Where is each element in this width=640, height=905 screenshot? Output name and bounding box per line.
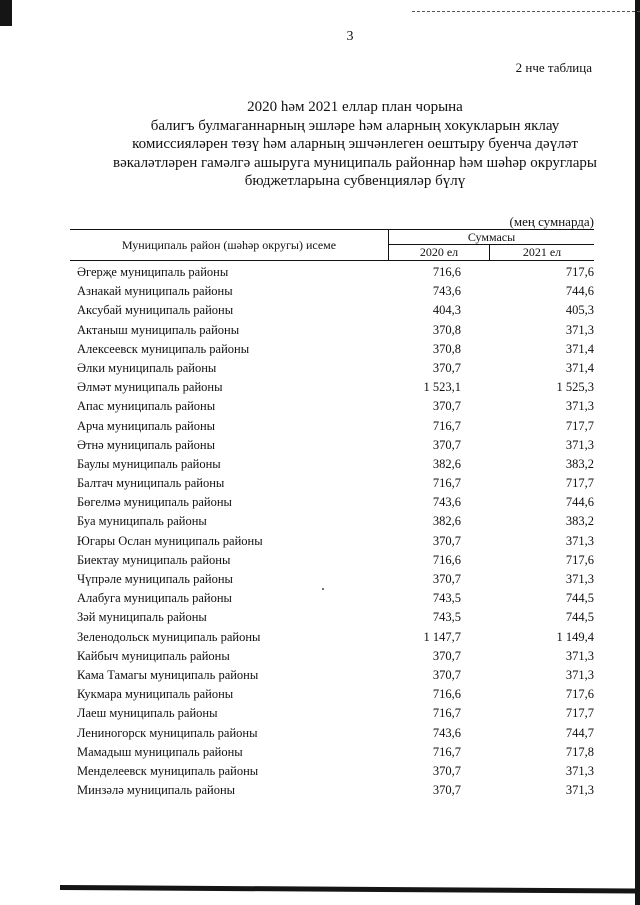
amount-2020: 716,7 <box>432 418 461 433</box>
amount-2021: 717,7 <box>565 476 594 491</box>
amount-2021: 371,3 <box>565 783 594 798</box>
amount-2020: 370,7 <box>432 360 461 375</box>
title-line: бюджетларына субвенцияләр бүлү <box>244 173 466 190</box>
table-row <box>70 532 594 551</box>
table-row <box>70 321 594 340</box>
table-row <box>70 512 594 531</box>
table-row <box>70 417 594 436</box>
amount-2021: 744,5 <box>565 610 594 625</box>
table-row <box>70 647 594 666</box>
table-row <box>70 704 594 723</box>
header-amount-group: Суммасы <box>389 230 594 245</box>
table-row <box>70 263 594 282</box>
amount-2021: 371,3 <box>565 648 594 663</box>
table-row <box>70 359 594 378</box>
table-row <box>70 397 594 416</box>
table-row <box>70 282 594 301</box>
municipality-name: Арча муниципаль районы <box>77 418 216 433</box>
amount-2020: 743,6 <box>432 284 461 299</box>
amount-2021: 371,4 <box>565 360 594 375</box>
amount-2020: 716,7 <box>432 706 461 721</box>
table-row <box>70 589 594 608</box>
amount-2021: 371,3 <box>565 533 594 548</box>
municipality-name: Балтач муниципаль районы <box>77 476 225 491</box>
municipality-name: Әгерҗе муниципаль районы <box>77 265 229 279</box>
municipality-name: Зеленодольск муниципаль районы <box>77 629 261 644</box>
amount-2021: 383,2 <box>565 456 594 471</box>
amount-2021: 405,3 <box>565 303 594 318</box>
table-row <box>70 608 594 627</box>
amount-2020: 743,5 <box>432 610 461 625</box>
title-line: вәкаләтләрен гамәлгә ашыруга муниципаль районнар һәм шәһәр округлары <box>112 154 597 171</box>
amount-2020: 716,7 <box>432 476 461 491</box>
amount-2020: 370,8 <box>432 322 461 337</box>
table-row <box>70 685 594 704</box>
amount-2021: 383,2 <box>565 514 594 529</box>
municipality-name: Алексеевск муниципаль районы <box>77 341 250 356</box>
table-body <box>70 263 594 800</box>
amount-2020: 370,8 <box>432 341 461 356</box>
header-municipality: Муниципаль район (шәһәр округы) исеме <box>70 230 389 260</box>
amount-2020: 370,7 <box>432 533 461 548</box>
amount-2021: 717,8 <box>565 744 594 759</box>
amount-2021: 1 149,4 <box>556 629 594 644</box>
title-line: комиссияләрен төзү һәм аларның эшчәнлеген оештыру буенча дәүләт <box>132 136 578 153</box>
amount-2020: 370,7 <box>432 783 461 798</box>
amount-2021: 744,6 <box>565 495 594 510</box>
table-row <box>70 474 594 493</box>
scan-dashed-line <box>412 11 640 12</box>
amount-2020: 370,7 <box>432 648 461 663</box>
municipality-name: Азнакай муниципаль районы <box>77 284 233 299</box>
scan-border-bottom <box>60 885 640 894</box>
table-row <box>70 340 594 359</box>
table-header <box>70 230 594 261</box>
municipality-name: Лениногорск муниципаль районы <box>77 725 258 740</box>
table-row <box>70 781 594 800</box>
table-row <box>70 551 594 570</box>
municipality-name: Әтнә муниципаль районы <box>77 437 216 452</box>
scan-border-top-left <box>0 0 12 26</box>
amount-2020: 716,6 <box>432 265 461 279</box>
amount-2020: 743,5 <box>432 591 461 606</box>
municipality-name: Мамадыш муниципаль районы <box>77 744 243 759</box>
municipality-name: Минзәлә муниципаль районы <box>77 783 236 798</box>
municipality-name: Апас муниципаль районы <box>77 399 216 414</box>
municipality-name: Әлмәт муниципаль районы <box>77 380 223 395</box>
table-row <box>70 570 594 589</box>
municipality-name: Бөгелмә муниципаль районы <box>77 495 232 510</box>
municipality-name: Зәй муниципаль районы <box>77 610 207 625</box>
header-year-2021: 2021 ел <box>522 245 562 259</box>
amount-2021: 371,3 <box>565 399 594 414</box>
municipality-name: Биектау муниципаль районы <box>77 552 231 567</box>
amount-2021: 371,3 <box>565 572 594 586</box>
table-row <box>70 436 594 455</box>
amount-2021: 717,7 <box>565 418 594 433</box>
amount-2020: 370,7 <box>432 399 461 414</box>
amount-2020: 370,7 <box>432 667 461 682</box>
table-row <box>70 378 594 397</box>
document-title <box>55 98 640 191</box>
table-row <box>70 666 594 685</box>
amount-2021: 371,3 <box>565 437 594 452</box>
table-row <box>70 301 594 320</box>
municipality-name: Кайбыч муниципаль районы <box>77 648 230 663</box>
amount-2021: 717,6 <box>565 265 594 279</box>
amount-2021: 371,3 <box>565 763 594 778</box>
table-row <box>70 493 594 512</box>
amount-2020: 382,6 <box>432 514 461 529</box>
amount-2021: 371,4 <box>565 341 594 356</box>
table-label: 2 нче таблица <box>515 60 592 75</box>
municipality-name: Буа муниципаль районы <box>77 514 207 529</box>
table-row <box>70 743 594 762</box>
municipality-name: Югары Ослан муниципаль районы <box>77 533 263 548</box>
amount-2021: 371,3 <box>565 667 594 682</box>
amount-2021: 1 525,3 <box>556 380 594 395</box>
municipality-name: Кукмара муниципаль районы <box>77 687 234 702</box>
municipality-name: Әлки муниципаль районы <box>77 360 217 375</box>
amount-2021: 717,6 <box>565 552 594 567</box>
amount-2021: 744,6 <box>565 284 594 299</box>
units-note: (мең сумнарда) <box>509 214 594 229</box>
amount-2020: 716,6 <box>432 552 461 567</box>
amount-2020: 743,6 <box>432 495 461 510</box>
amount-2021: 717,6 <box>565 687 594 702</box>
amount-2021: 371,3 <box>565 322 594 337</box>
amount-2020: 370,7 <box>432 763 461 778</box>
page-number: 3 <box>346 29 354 44</box>
table-row <box>70 762 594 781</box>
municipality-name: Аксубай муниципаль районы <box>77 303 234 318</box>
header-year-2020: 2020 ел <box>389 245 490 260</box>
title-line: 2020 һәм 2021 еллар план чорына <box>247 99 463 115</box>
amount-2020: 370,7 <box>432 572 461 586</box>
municipality-name: Кама Тамагы муниципаль районы <box>77 667 259 682</box>
amount-2020: 1 147,7 <box>423 629 461 644</box>
municipality-name: Алабуга муниципаль районы <box>77 591 232 606</box>
amount-2020: 716,6 <box>432 687 461 702</box>
amount-2020: 404,3 <box>432 303 461 318</box>
amount-2020: 1 523,1 <box>423 380 461 395</box>
table-row <box>70 455 594 474</box>
amount-2021: 744,7 <box>565 725 594 740</box>
title-line: балигъ булмаганнарның эшләре һәм аларның хокукларын яклау <box>150 117 560 134</box>
municipality-name: Лаеш муниципаль районы <box>77 706 218 721</box>
scan-speck <box>322 588 324 590</box>
amount-2020: 370,7 <box>432 437 461 452</box>
municipality-name: Менделеевск муниципаль районы <box>77 763 259 778</box>
table-row <box>70 628 594 647</box>
amount-2021: 744,5 <box>565 591 594 606</box>
municipality-name: Актаныш муниципаль районы <box>77 322 240 337</box>
municipality-name: Чүпрәле муниципаль районы <box>77 572 233 586</box>
table-row <box>70 724 594 743</box>
amount-2021: 717,7 <box>565 706 594 721</box>
amount-2020: 382,6 <box>432 456 461 471</box>
subvention-table <box>70 229 594 800</box>
amount-2020: 716,7 <box>432 744 461 759</box>
amount-2020: 743,6 <box>432 725 461 740</box>
municipality-name: Баулы муниципаль районы <box>77 456 221 471</box>
